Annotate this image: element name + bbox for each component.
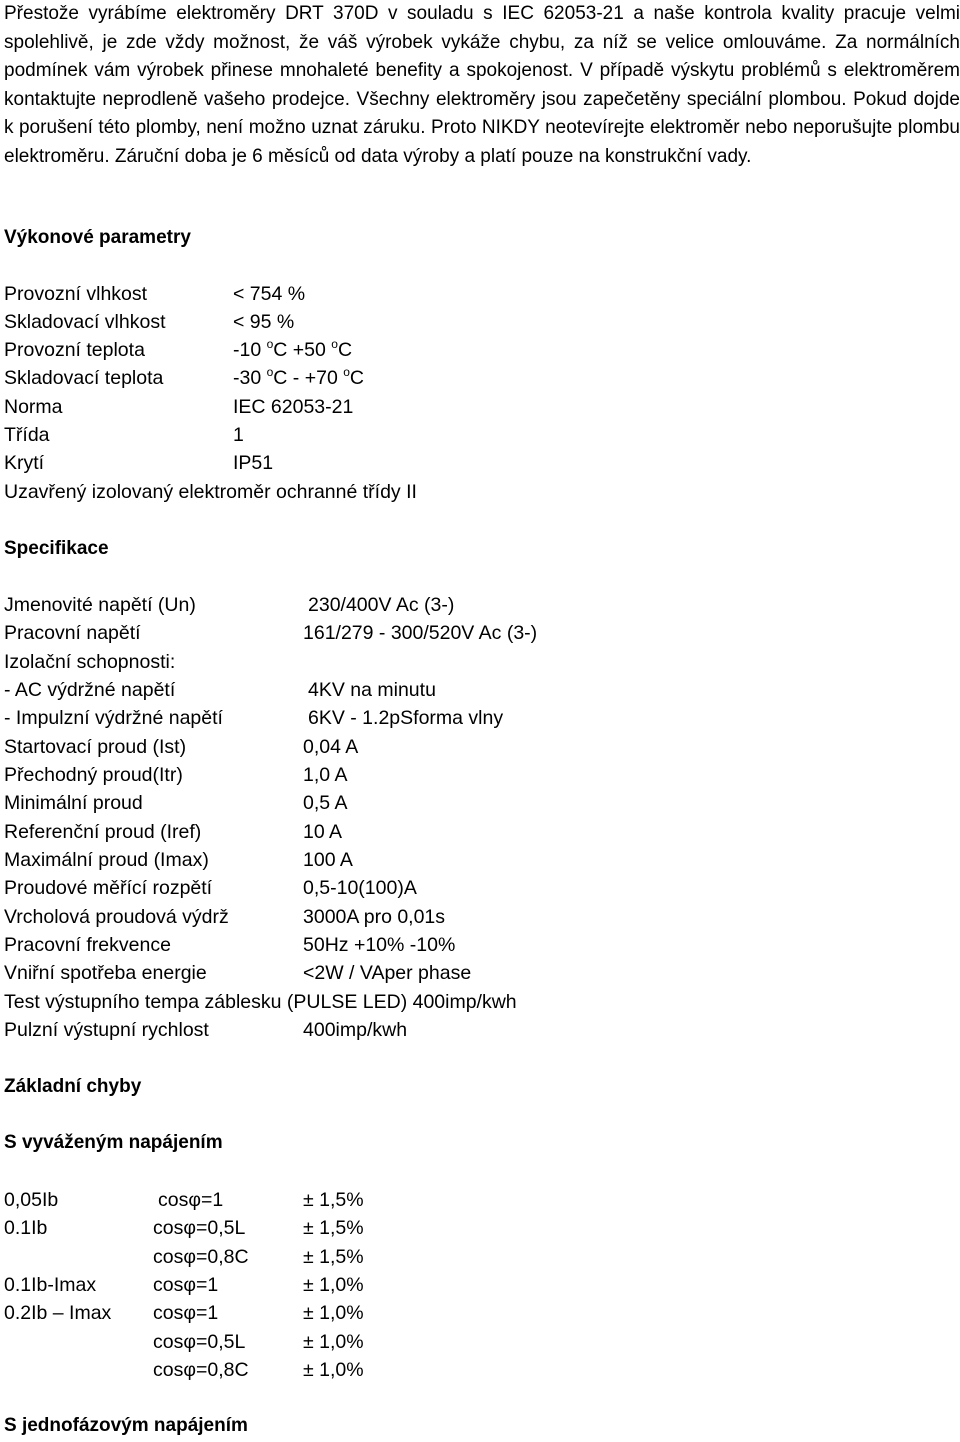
error-current: 0.2Ib – Imax — [4, 1302, 112, 1324]
error-value: ± 1,5% — [303, 1189, 364, 1211]
param-label: Třída — [4, 424, 50, 446]
spec-value: 4KV na minutu — [308, 679, 436, 701]
basic-errors-heading: Základní chyby — [4, 1076, 142, 1097]
spec-value: 230/400V Ac (3-) — [308, 594, 455, 616]
spec-label: Startovací proud (Ist) — [4, 736, 187, 758]
spec-label: Pracovní napětí — [4, 622, 141, 644]
spec-value: 100 A — [303, 849, 353, 871]
degree-sign: o — [266, 337, 274, 351]
spec-label: Pracovní frekvence — [4, 934, 171, 956]
spec-label: - Impulzní výdržné napětí — [4, 707, 223, 729]
spec-label: Maximální proud (Imax) — [4, 849, 209, 871]
spec-value: 0,5-10(100)A — [303, 877, 417, 899]
spec-label: Vrcholová proudová výdrž — [4, 906, 229, 928]
error-power-factor: cosφ=0,5L — [153, 1331, 246, 1353]
error-value: ± 1,5% — [303, 1246, 364, 1268]
specification-heading: Specifikace — [4, 538, 109, 559]
param-label: Skladovací teplota — [4, 367, 164, 389]
spec-value: 0,04 A — [303, 736, 359, 758]
spec-value: 3000A pro 0,01s — [303, 906, 446, 928]
error-power-factor: cosφ=1 — [158, 1189, 224, 1211]
error-value: ± 1,0% — [303, 1302, 364, 1324]
spec-value: 161/279 - 300/520V Ac (3-) — [303, 622, 538, 644]
performance-heading: Výkonové parametry — [4, 227, 191, 248]
error-current: 0.1Ib — [4, 1217, 48, 1239]
error-current: 0.1Ib-Imax — [4, 1274, 97, 1296]
spec-label: Minimální proud — [4, 792, 143, 814]
param-label: Provozní vlhkost — [4, 283, 148, 305]
spec-value: 1,0 A — [303, 764, 348, 786]
error-value: ± 1,5% — [303, 1217, 364, 1239]
error-power-factor: cosφ=1 — [153, 1274, 219, 1296]
spec-label: Jmenovité napětí (Un) — [4, 594, 196, 616]
param-label: Norma — [4, 396, 63, 418]
error-value: ± 1,0% — [303, 1274, 364, 1296]
spec-value: 400imp/kwh — [303, 1019, 408, 1041]
spec-label: Vniřní spotřeba energie — [4, 962, 207, 984]
param-value: < 754 % — [233, 283, 306, 305]
param-label: Skladovací vlhkost — [4, 311, 166, 333]
param-label: Krytí — [4, 452, 45, 474]
spec-label: Pulzní výstupní rychlost — [4, 1019, 209, 1041]
param-value: IEC 62053-21 — [233, 396, 354, 418]
spec-label: Test výstupního tempa záblesku (PULSE LED) 400imp/kwh — [4, 991, 517, 1013]
degree-sign: o — [343, 365, 350, 379]
error-power-factor: cosφ=0,5L — [153, 1217, 246, 1239]
spec-label: Referenční proud (Iref) — [4, 821, 202, 843]
param-value: -10 $^o$C +50 $^o$C — [233, 337, 353, 361]
error-value: ± 1,0% — [303, 1331, 364, 1353]
spec-label: Izolační schopnosti: — [4, 651, 176, 673]
single-phase-supply-heading: S jednofázovým napájením — [4, 1415, 248, 1436]
error-value: ± 1,0% — [303, 1359, 364, 1381]
degree-sign: o — [266, 365, 274, 379]
spec-value: 6KV - 1.2pSforma vlny — [308, 707, 504, 729]
error-power-factor: cosφ=0,8C — [153, 1246, 249, 1268]
error-power-factor: cosφ=0,8C — [153, 1359, 249, 1381]
degree-sign: o — [331, 337, 338, 351]
error-current: 0,05Ib — [4, 1189, 59, 1211]
balanced-supply-heading: S vyváženým napájením — [4, 1132, 223, 1153]
intro-paragraph: Přestože vyrábíme elektroměry DRT 370D v souladu s IEC 62053-21 a naše kontrola kvality pracuje velmi spolehlivě, je zde vždy možnost, že váš výrobek vykáže chybu, za níž se velice omlouváme. Za normálních podmínek vám výrobek přinese mnohaleté benefity a spokojenost. V případě výskytu problémů s elektroměrem kontaktujte neprodleně vašeho prodejce. Všechny elektroměry jsou zapečetěny speciální plombou. Pokud dojde k porušení této plomby, není možno uznat záruku. Proto NIKDY neotevírejte elektroměr nebo neporušujte plombu elektroměru. Záruční doba je 6 měsíců od data výroby a platí pouze na konstrukční vady. — [4, 3, 960, 167]
param-value: < 95 % — [233, 311, 295, 333]
spec-label: Proudové měřící rozpětí — [4, 877, 213, 899]
param-value: IP51 — [233, 452, 274, 474]
spec-value: 50Hz +10% -10% — [303, 934, 456, 956]
spec-label: Přechodný proud(Itr) — [4, 764, 183, 786]
error-power-factor: cosφ=1 — [153, 1302, 219, 1324]
param-label: Provozní teplota — [4, 339, 145, 361]
note-text: Uzavřený izolovaný elektroměr ochranné třídy II — [4, 481, 417, 503]
spec-value: <2W / VAper phase — [303, 962, 472, 984]
spec-label: - AC výdržné napětí — [4, 679, 176, 701]
param-value: -30 $^o$C - +70 $^o$C — [233, 365, 364, 389]
spec-value: 10 A — [303, 821, 343, 843]
spec-value: 0,5 A — [303, 792, 348, 814]
param-value: 1 — [233, 424, 244, 446]
